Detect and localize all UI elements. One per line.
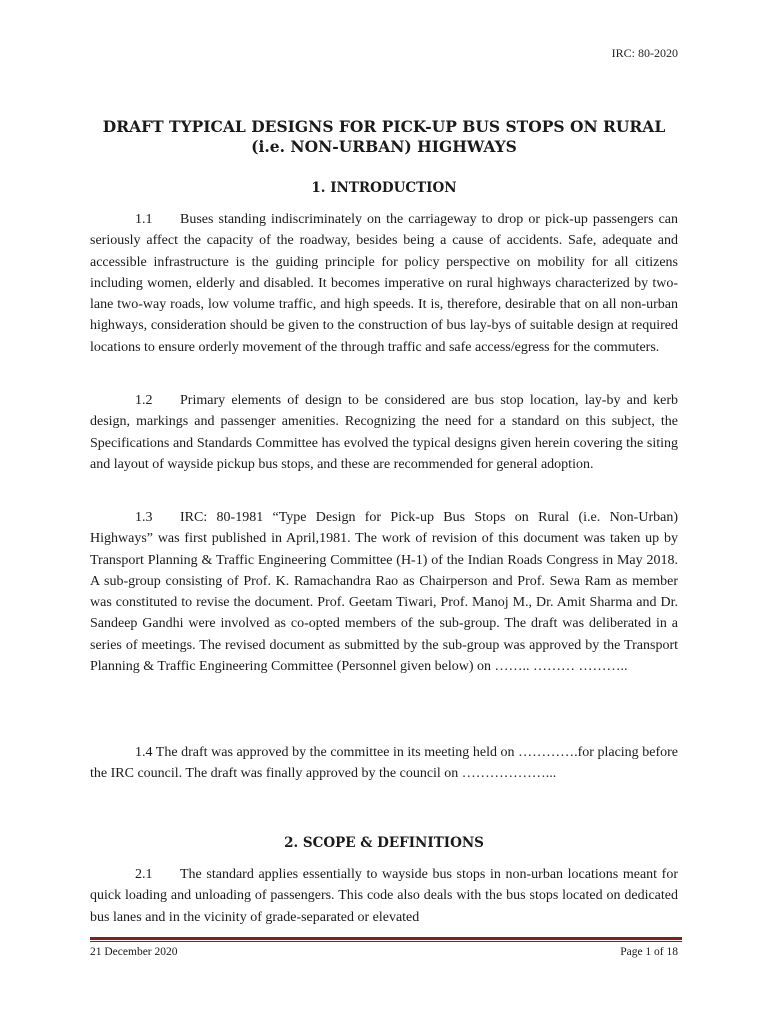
paragraph-text: Primary elements of design to be considered are bus stop location, lay-by and kerb design, markings and passenger amenities. Recognizing the need for a standard on this subject, the Specifications and Standards Committee has evolved the typical designs given herein covering the siting and layout of wayside pickup bus stops, and these are recommended for general adoption.	[90, 393, 678, 472]
footer-rule-thick	[90, 937, 682, 940]
paragraph-1-1	[90, 209, 678, 358]
paragraph-number: 1.2	[135, 393, 153, 408]
section-heading-introduction: 1. INTRODUCTION	[311, 180, 457, 196]
paragraph-1-2	[90, 390, 678, 475]
footer-page-number: Page 1 of 18	[620, 946, 678, 958]
title-line-2: (i.e. NON-URBAN) HIGHWAYS	[251, 137, 517, 156]
section-heading-scope: 2. SCOPE & DEFINITIONS	[284, 835, 484, 851]
paragraph-text: IRC: 80-1981 “Type Design for Pick-up Bus Stops on Rural (i.e. Non-Urban) Highways” was first published in April,1981. The work of revision of this document was taken up by Transport Planning & Traffic Engineering Committee (H-1) of the Indian Roads Congress in May 2018. A sub-group consisting of Prof. K. Ramachandra Rao as Chairperson and Prof. Sewa Ram as member was constituted to revise the document. Prof. Geetam Tiwari, Prof. Manoj M., Dr. Amit Sharma and Dr. Sandeep Gandhi were involved as co-opted members of the sub-group. The draft was deliberated in a series of meetings. The revised document as submitted by the sub-group was approved by the Transport Planning & Traffic Engineering Committee (Personnel given below) on …….. ……… ………..	[90, 510, 678, 675]
paragraph-text: Buses standing indiscriminately on the carriageway to drop or pick-up passengers can seriously affect the capacity of the roadway, besides being a cause of accidents. Safe, adequate and accessible infrastructure is the guiding principle for policy perspective on mobility for all citizens including women, elderly and disabled. It becomes imperative on rural highways characterized by two-lane two-way roads, low volume traffic, and high speeds. It is, therefore, desirable that on all non-urban highways, consideration should be given to the construction of bus lay-bys of suitable design at required locations to ensure orderly movement of the through traffic and safe access/egress for the commuters.	[90, 212, 678, 355]
paragraph-1-4: 1.4 The draft was approved by the committee in its meeting held on ………….for placing before the IRC council. The draft was finally approved by the council on ………………...	[90, 745, 678, 782]
paragraph-1-3	[90, 507, 678, 677]
paragraph-number: 1.3	[135, 510, 153, 525]
paragraph-2-1	[90, 864, 678, 928]
footer-date: 21 December 2020	[90, 946, 178, 958]
paragraph-text: The standard applies essentially to wayside bus stops in non-urban locations meant for quick loading and unloading of passengers. This code also deals with the bus stops located on dedicated bus lanes and in the vicinity of grade-separated or elevated	[90, 867, 678, 925]
paragraph-number: 1.1	[135, 212, 153, 227]
document-code: IRC: 80-2020	[611, 46, 678, 60]
document-title	[90, 117, 678, 157]
footer-rule-thin	[90, 941, 682, 942]
title-line-1: DRAFT TYPICAL DESIGNS FOR PICK-UP BUS STOPS ON RURAL	[102, 117, 666, 136]
paragraph-number: 2.1	[135, 867, 153, 882]
